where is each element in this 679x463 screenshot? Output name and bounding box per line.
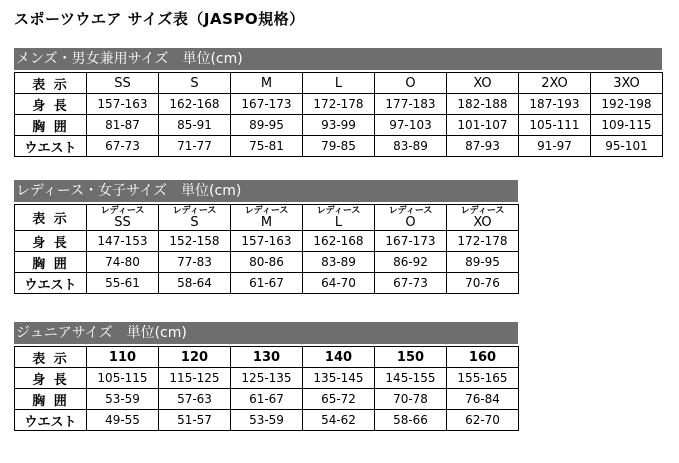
row-label-waist: ウエスト bbox=[15, 410, 87, 431]
table-cell: 58-66 bbox=[375, 410, 447, 431]
table-cell: 157-163 bbox=[231, 231, 303, 252]
table-cell: 71-77 bbox=[159, 136, 231, 157]
size-col-3xo: 3XO bbox=[591, 73, 663, 94]
table-cell: 97-103 bbox=[375, 115, 447, 136]
corner-label: 表 示 bbox=[15, 73, 87, 94]
table-cell: 49-55 bbox=[87, 410, 159, 431]
height-row bbox=[15, 231, 519, 252]
size-col-xo bbox=[447, 205, 519, 231]
row-label-waist: ウエスト bbox=[15, 136, 87, 157]
table-cell: 95-101 bbox=[591, 136, 663, 157]
table-cell: 61-67 bbox=[231, 389, 303, 410]
header-row bbox=[15, 347, 519, 368]
table-cell: 81-87 bbox=[87, 115, 159, 136]
size-col-ss bbox=[87, 205, 159, 231]
table-cell: 187-193 bbox=[519, 94, 591, 115]
ladies-size-section bbox=[14, 180, 518, 294]
junior-size-table bbox=[14, 346, 519, 431]
mens-size-table bbox=[14, 72, 663, 157]
size-col-140: 140 bbox=[303, 347, 375, 368]
table-cell: 152-158 bbox=[159, 231, 231, 252]
table-cell: 109-115 bbox=[591, 115, 663, 136]
size-label: O bbox=[405, 214, 416, 230]
table-cell: 145-155 bbox=[375, 368, 447, 389]
table-cell: 77-83 bbox=[159, 252, 231, 273]
table-cell: 89-95 bbox=[447, 252, 519, 273]
table-cell: 76-84 bbox=[447, 389, 519, 410]
table-cell: 55-61 bbox=[87, 273, 159, 294]
table-cell: 172-178 bbox=[303, 94, 375, 115]
table-cell: 61-67 bbox=[231, 273, 303, 294]
table-cell: 62-70 bbox=[447, 410, 519, 431]
table-cell: 105-115 bbox=[87, 368, 159, 389]
chest-row bbox=[15, 252, 519, 273]
table-cell: 53-59 bbox=[87, 389, 159, 410]
table-cell: 157-163 bbox=[87, 94, 159, 115]
corner-label: 表 示 bbox=[15, 205, 87, 231]
table-cell: 105-111 bbox=[519, 115, 591, 136]
table-cell: 83-89 bbox=[375, 136, 447, 157]
table-cell: 83-89 bbox=[303, 252, 375, 273]
size-col-s bbox=[159, 205, 231, 231]
table-cell: 57-63 bbox=[159, 389, 231, 410]
corner-label: 表 示 bbox=[15, 347, 87, 368]
size-col-m: M bbox=[231, 73, 303, 94]
table-cell: 167-173 bbox=[231, 94, 303, 115]
row-label-chest: 胸 囲 bbox=[15, 252, 87, 273]
size-col-130: 130 bbox=[231, 347, 303, 368]
ladies-section-header: レディース・女子サイズ 単位(cm) bbox=[14, 180, 518, 202]
table-cell: 51-57 bbox=[159, 410, 231, 431]
size-col-2xo: 2XO bbox=[519, 73, 591, 94]
table-cell: 80-86 bbox=[231, 252, 303, 273]
table-cell: 147-153 bbox=[87, 231, 159, 252]
chest-row bbox=[15, 389, 519, 410]
row-label-height: 身 長 bbox=[15, 368, 87, 389]
table-cell: 172-178 bbox=[447, 231, 519, 252]
junior-size-section bbox=[14, 322, 518, 431]
header-row bbox=[15, 73, 663, 94]
height-row bbox=[15, 368, 519, 389]
table-cell: 70-78 bbox=[375, 389, 447, 410]
table-cell: 86-92 bbox=[375, 252, 447, 273]
table-cell: 101-107 bbox=[447, 115, 519, 136]
table-cell: 162-168 bbox=[303, 231, 375, 252]
table-cell: 67-73 bbox=[375, 273, 447, 294]
junior-section-header: ジュニアサイズ 単位(cm) bbox=[14, 322, 518, 344]
mens-size-section bbox=[14, 48, 662, 157]
size-col-110: 110 bbox=[87, 347, 159, 368]
header-row bbox=[15, 205, 519, 231]
table-cell: 87-93 bbox=[447, 136, 519, 157]
size-label: M bbox=[260, 214, 273, 230]
table-cell: 67-73 bbox=[87, 136, 159, 157]
ladies-prefix: レディース bbox=[172, 205, 217, 216]
table-cell: 64-70 bbox=[303, 273, 375, 294]
table-cell: 89-95 bbox=[231, 115, 303, 136]
ladies-prefix: レディース bbox=[460, 205, 505, 216]
ladies-prefix: レディース bbox=[100, 205, 145, 216]
ladies-prefix: レディース bbox=[244, 205, 289, 216]
table-cell: 54-62 bbox=[303, 410, 375, 431]
page-title: スポーツウエア サイズ表（JASPO規格） bbox=[14, 10, 305, 28]
table-cell: 65-72 bbox=[303, 389, 375, 410]
table-cell: 125-135 bbox=[231, 368, 303, 389]
table-cell: 135-145 bbox=[303, 368, 375, 389]
size-label: SS bbox=[114, 214, 131, 230]
size-col-l: L bbox=[303, 73, 375, 94]
table-cell: 85-91 bbox=[159, 115, 231, 136]
size-col-m bbox=[231, 205, 303, 231]
size-label: XO bbox=[473, 214, 492, 230]
table-cell: 91-97 bbox=[519, 136, 591, 157]
waist-row bbox=[15, 273, 519, 294]
mens-section-header: メンズ・男女兼用サイズ 単位(cm) bbox=[14, 48, 662, 70]
row-label-chest: 胸 囲 bbox=[15, 389, 87, 410]
size-col-160: 160 bbox=[447, 347, 519, 368]
table-cell: 162-168 bbox=[159, 94, 231, 115]
table-cell: 75-81 bbox=[231, 136, 303, 157]
table-cell: 70-76 bbox=[447, 273, 519, 294]
table-cell: 167-173 bbox=[375, 231, 447, 252]
size-col-ss: SS bbox=[87, 73, 159, 94]
size-col-120: 120 bbox=[159, 347, 231, 368]
size-col-150: 150 bbox=[375, 347, 447, 368]
table-cell: 93-99 bbox=[303, 115, 375, 136]
table-cell: 58-64 bbox=[159, 273, 231, 294]
row-label-height: 身 長 bbox=[15, 231, 87, 252]
table-cell: 192-198 bbox=[591, 94, 663, 115]
size-label: S bbox=[190, 214, 199, 230]
table-cell: 177-183 bbox=[375, 94, 447, 115]
table-cell: 115-125 bbox=[159, 368, 231, 389]
waist-row bbox=[15, 410, 519, 431]
chest-row bbox=[15, 115, 663, 136]
table-cell: 53-59 bbox=[231, 410, 303, 431]
size-col-s: S bbox=[159, 73, 231, 94]
size-col-o: O bbox=[375, 73, 447, 94]
ladies-prefix: レディース bbox=[388, 205, 433, 216]
table-cell: 155-165 bbox=[447, 368, 519, 389]
table-cell: 182-188 bbox=[447, 94, 519, 115]
row-label-waist: ウエスト bbox=[15, 273, 87, 294]
height-row bbox=[15, 94, 663, 115]
ladies-prefix: レディース bbox=[316, 205, 361, 216]
row-label-height: 身 長 bbox=[15, 94, 87, 115]
size-col-xo: XO bbox=[447, 73, 519, 94]
size-col-l bbox=[303, 205, 375, 231]
table-cell: 74-80 bbox=[87, 252, 159, 273]
ladies-size-table bbox=[14, 204, 519, 294]
size-label: L bbox=[334, 214, 343, 230]
row-label-chest: 胸 囲 bbox=[15, 115, 87, 136]
table-cell: 79-85 bbox=[303, 136, 375, 157]
waist-row bbox=[15, 136, 663, 157]
size-col-o bbox=[375, 205, 447, 231]
